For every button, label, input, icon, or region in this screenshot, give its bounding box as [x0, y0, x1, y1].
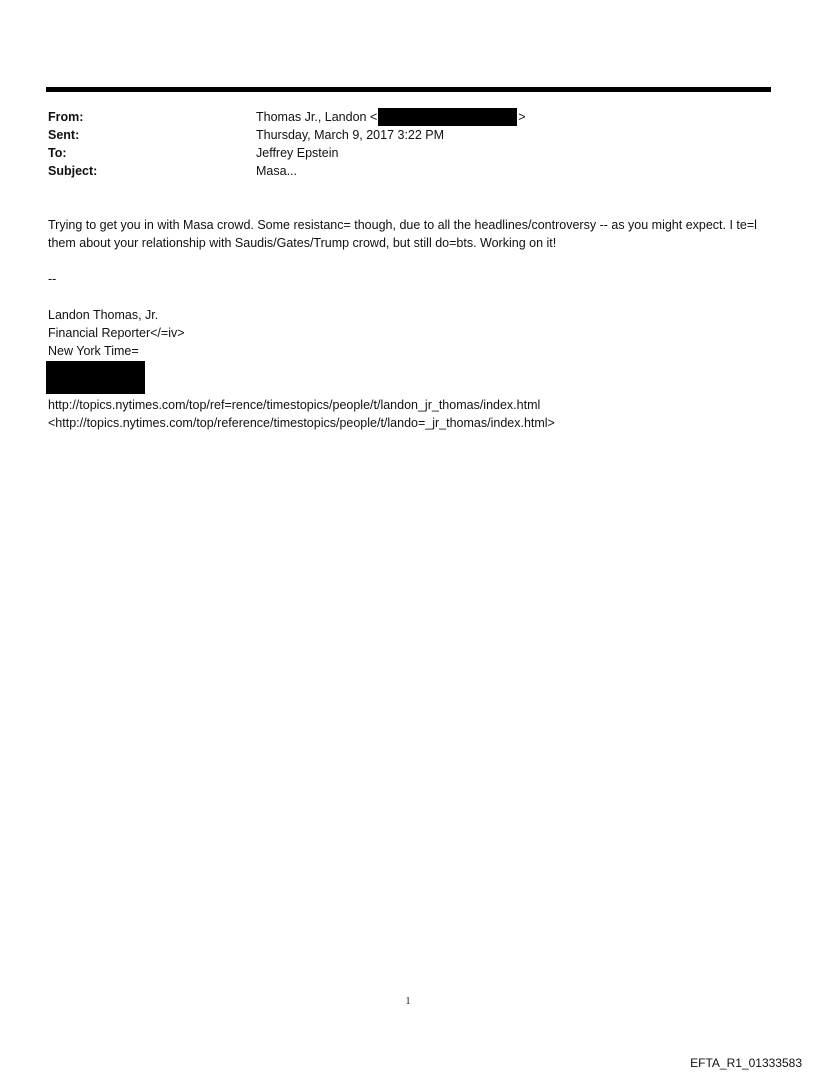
email-body: Trying to get you in with Masa crowd. Some resistanc= though, due to all the headlines/controversy -- as you might expect. I te=l them about your relationship with Saudis/Gates/Trump crowd, but still do=bts. Working on it!	[48, 218, 757, 250]
to-value: Jeffrey Epstein	[256, 146, 339, 160]
header-divider	[46, 87, 771, 92]
signature-org: New York Time=	[48, 344, 139, 358]
link-line-2: <http://topics.nytimes.com/top/reference/timestopics/people/t/lando=_jr_thomas/index.html>	[48, 416, 555, 430]
redacted-email	[378, 108, 517, 126]
redacted-block	[46, 361, 145, 394]
to-label: To:	[48, 146, 67, 160]
subject-value: Masa...	[256, 164, 297, 178]
signature-name: Landon Thomas, Jr.	[48, 308, 159, 322]
from-value	[256, 108, 526, 126]
from-label: From:	[48, 110, 84, 124]
links-block	[48, 396, 555, 432]
subject-label: Subject:	[48, 164, 98, 178]
subject-row	[48, 162, 748, 180]
signature-separator: --	[48, 272, 57, 286]
from-suffix: >	[518, 110, 526, 124]
page-number: 1	[405, 996, 411, 1007]
document-id: EFTA_R1_01333583	[690, 1056, 802, 1070]
link-line-1: http://topics.nytimes.com/top/ref=rence/timestopics/people/t/landon_jr_thomas/index.html	[48, 398, 541, 412]
from-name: Thomas Jr., Landon <	[256, 110, 378, 124]
sent-value: Thursday, March 9, 2017 3:22 PM	[256, 128, 445, 142]
signature-title: Financial Reporter</=iv>	[48, 326, 185, 340]
signature-block	[48, 306, 185, 360]
to-row	[48, 144, 748, 162]
sent-label: Sent:	[48, 128, 80, 142]
sent-row	[48, 126, 748, 144]
email-header	[48, 108, 748, 180]
from-row	[48, 108, 748, 126]
